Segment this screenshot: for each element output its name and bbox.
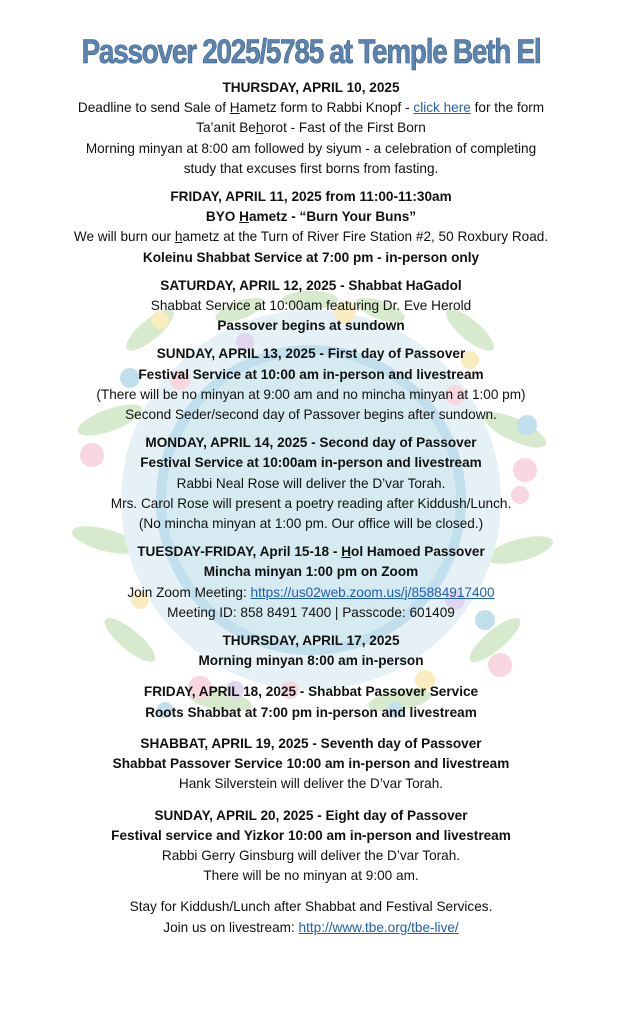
section-april-20	[0, 806, 622, 887]
section-heading: SATURDAY, APRIL 12, 2025 - Shabbat HaGadol	[160, 277, 462, 293]
footer	[0, 897, 622, 937]
event-line: Passover begins at sundown	[217, 318, 405, 334]
zoom-line: Join Zoom Meeting: https://us02web.zoom.us/j/85884917400	[127, 584, 495, 600]
section-heading: MONDAY, APRIL 14, 2025 - Second day of Passover	[145, 435, 477, 451]
event-line: Morning minyan at 8:00 am followed by siyum - a celebration of completing	[85, 140, 537, 156]
section-heading: FRIDAY, APRIL 18, 2025 - Shabbat Passover Service	[143, 684, 479, 700]
event-line: Rabbi Gerry Ginsburg will deliver the D’var Torah.	[161, 847, 461, 863]
meeting-id-line: Meeting ID: 858 8491 7400 | Passcode: 601409	[167, 604, 455, 620]
section-april-13	[0, 344, 622, 425]
livestream-line: Join us on livestream: http://www.tbe.org/tbe-live/	[163, 919, 459, 935]
section-heading: THURSDAY, APRIL 10, 2025	[222, 80, 400, 95]
event-line: Koleinu Shabbat Service at 7:00 pm - in-person only	[142, 249, 480, 265]
sale-of-hametz-link[interactable]: click here	[413, 100, 471, 116]
event-line: Festival Service at 10:00 am in-person and livestream	[138, 366, 484, 382]
burn-location-line: We will burn our hametz at the Turn of River Fire Station #2, 50 Roxbury Road.	[73, 229, 549, 245]
section-heading: SUNDAY, APRIL 20, 2025 - Eight day of Passover	[154, 807, 468, 823]
section-april-14	[0, 433, 622, 534]
event-line: (There will be no minyan at 9:00 am and no mincha minyan at 1:00 pm)	[96, 386, 526, 402]
section-april-18	[0, 682, 622, 722]
section-heading: THURSDAY, APRIL 17, 2025	[222, 633, 400, 649]
section-april-19	[0, 734, 622, 795]
event-line: Second Seder/second day of Passover begins after sundown.	[125, 407, 497, 423]
section-april-10	[0, 78, 622, 179]
section-heading: TUESDAY-FRIDAY, April 15-18 - Hol Hamoed Passover	[137, 544, 485, 560]
section-april-17	[0, 631, 622, 671]
event-line: study that excuses first borns from fasting.	[183, 160, 439, 176]
section-heading: SUNDAY, APRIL 13, 2025 - First day of Passover	[156, 346, 466, 362]
event-line: Shabbat Service at 10:00am featuring Dr. Eve Herold	[150, 298, 472, 314]
zoom-meeting-link[interactable]: https://us02web.zoom.us/j/85884917400	[250, 584, 495, 600]
event-line: (No mincha minyan at 1:00 pm. Our office will be closed.)	[138, 516, 484, 532]
event-line: Mincha minyan 1:00 pm on Zoom	[203, 564, 419, 580]
section-heading: FRIDAY, APRIL 11, 2025 from 11:00-11:30am	[170, 189, 452, 205]
event-line: Morning minyan 8:00 am in-person	[198, 653, 424, 669]
section-april-12	[0, 276, 622, 337]
event-line: Festival Service at 10:00am in-person and livestream	[140, 455, 482, 471]
event-line: Festival service and Yizkor 10:00 am in-person and livestream	[111, 827, 511, 843]
event-line: Hank Silverstein will deliver the D’var Torah.	[178, 776, 444, 792]
byo-hametz-line: BYO Hametz - “Burn Your Buns”	[205, 209, 417, 225]
event-line: Rabbi Neal Rose will deliver the D’var Torah.	[176, 475, 446, 491]
section-heading: SHABBAT, APRIL 19, 2025 - Seventh day of Passover	[140, 735, 482, 751]
section-april-15-18	[0, 542, 622, 623]
event-line: Mrs. Carol Rose will present a poetry reading after Kiddush/Lunch.	[110, 495, 512, 511]
livestream-link[interactable]: http://www.tbe.org/tbe-live/	[298, 919, 459, 935]
footer-text: Stay for Kiddush/Lunch after Shabbat and Festival Services.	[129, 899, 493, 915]
page-title: Passover 2025/5785 at Temple Beth El	[81, 33, 541, 71]
event-line: Roots Shabbat at 7:00 pm in-person and livestream	[145, 704, 477, 720]
event-line: There will be no minyan at 9:00 am.	[203, 868, 419, 884]
deadline-line: Deadline to send Sale of Hametz form to Rabbi Knopf - click here for the form	[77, 100, 545, 116]
section-april-11	[0, 187, 622, 268]
fast-line: Ta’anit Behorot - Fast of the First Born	[196, 120, 426, 136]
event-line: Shabbat Passover Service 10:00 am in-person and livestream	[112, 756, 510, 772]
